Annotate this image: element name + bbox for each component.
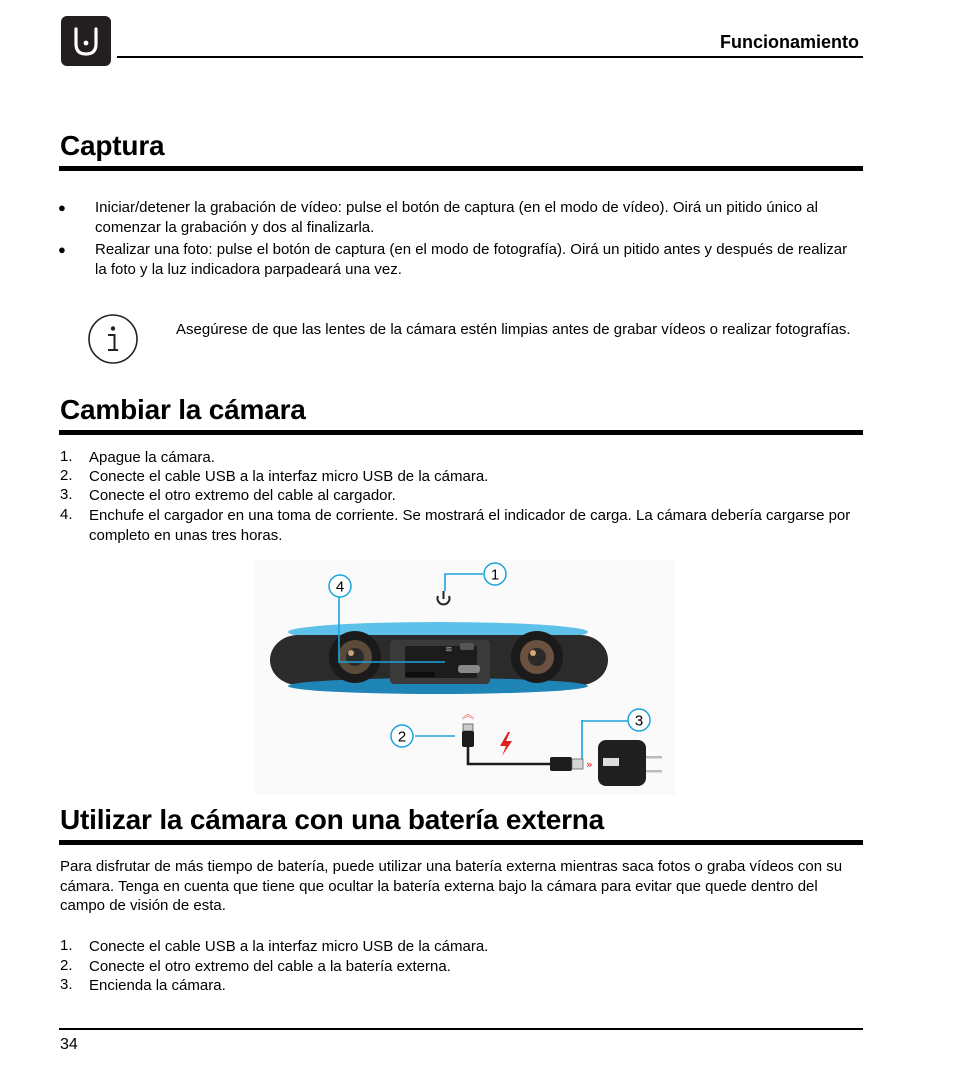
captura-bullet-1: Iniciar/detener la grabación de vídeo: pulse el botón de captura (en el modo de vídeo). Oirá un pitido único al comenzar la grabación y dos al finalizarla. xyxy=(95,199,818,236)
callout-1: 1 xyxy=(490,566,500,584)
step-text: Conecte el otro extremo del cable a la batería externa. xyxy=(89,958,451,975)
captura-bullet-2: Realizar una foto: pulse el botón de captura (en el modo de fotografía). Oirá un pitido antes y después de realizar la foto y la luz indicadora parpadeará una vez. xyxy=(95,241,848,278)
micro-usb-port xyxy=(458,665,480,673)
step-number: 1. xyxy=(60,937,73,954)
svg-text:︽: ︽ xyxy=(461,707,475,721)
step-text: Conecte el cable USB a la interfaz micro USB de la cámara. xyxy=(89,468,489,485)
info-icon xyxy=(84,310,142,368)
info-note: Asegúrese de que las lentes de la cámara estén limpias antes de grabar vídeos o realizar fotografías. xyxy=(176,321,851,338)
captura-heading-rule xyxy=(59,166,863,171)
captura-heading: Captura xyxy=(60,130,165,161)
step-number: 3. xyxy=(60,976,73,993)
bullet-dot: ● xyxy=(58,200,66,215)
cambiar-heading-rule xyxy=(59,430,863,435)
externa-heading-rule xyxy=(59,840,863,845)
callout-4: 4 xyxy=(335,578,345,596)
step-number: 1. xyxy=(60,448,73,465)
svg-text:≋: ≋ xyxy=(445,645,453,655)
step-text: Enchufe el cargador en una toma de corriente. Se mostrará el indicador de carga. La cámara debería cargarse por completo en unas tres horas. xyxy=(89,507,851,544)
page-number: 34 xyxy=(60,1036,78,1053)
externa-heading: Utilizar la cámara con una batería externa xyxy=(60,804,605,835)
brand-logo xyxy=(61,16,111,66)
camera-lens-right xyxy=(511,631,563,683)
step-number: 4. xyxy=(60,506,73,523)
cambiar-heading: Cambiar la cámara xyxy=(60,394,306,425)
externa-intro: Para disfrutar de más tiempo de batería, puede utilizar una batería externa mientras saca fotos o graba vídeos con su cámara. Tenga en cuenta que tiene que ocultar la batería externa bajo la cámara para evitar que quede dentro del campo de visión de esta. xyxy=(60,858,843,914)
brand-logo-mark xyxy=(61,16,111,66)
callout-3: 3 xyxy=(634,712,644,730)
step-text: Encienda la cámara. xyxy=(89,977,226,994)
step-number: 3. xyxy=(60,486,73,503)
svg-text:»: » xyxy=(586,758,593,771)
footer-rule xyxy=(59,1028,863,1030)
step-text: Conecte el cable USB a la interfaz micro USB de la cámara. xyxy=(89,938,489,955)
camera-charging-illustration xyxy=(255,560,675,795)
bullet-dot: ● xyxy=(58,242,66,257)
step-number: 2. xyxy=(60,957,73,974)
header-rule xyxy=(117,56,863,58)
step-text: Conecte el otro extremo del cable al cargador. xyxy=(89,487,396,504)
step-text: Apague la cámara. xyxy=(89,449,215,466)
callout-2: 2 xyxy=(397,728,407,746)
camera-lens-left xyxy=(329,631,381,683)
step-number: 2. xyxy=(60,467,73,484)
section-title: Funcionamiento xyxy=(720,32,859,52)
